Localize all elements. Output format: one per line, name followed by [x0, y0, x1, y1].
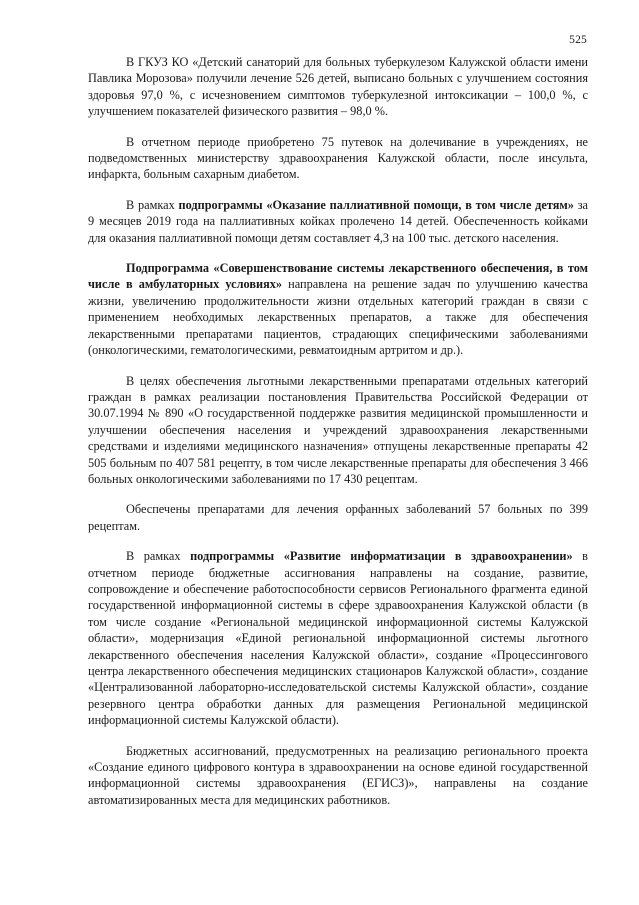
paragraph-drug-supply [88, 260, 588, 358]
paragraph-palliative-care [88, 197, 588, 246]
subprogram-title-drug-supply: Подпрограмма «Совершенствование системы лекарственного обеспечения, в том числе в амбулаторных условиях» [88, 261, 588, 292]
paragraph-lead: В рамках [126, 197, 179, 212]
paragraph-text: Обеспечены препаратами для лечения орфанных заболеваний 57 больных по 399 рецептам. [88, 502, 588, 533]
paragraph-preferential-drugs [88, 373, 588, 488]
paragraph-text: В отчетном периоде приобретено 75 путевок на долечивание в учреждениях, не подведомственных министерству здравоохранения Калужской области, после инсульта, инфаркта, больным сахарным диабетом. [88, 134, 588, 182]
paragraph-text: направлена на решение задач по улучшению качества жизни, увеличению продолжительности жизни отдельных категорий граждан в связи с применением необходимых лекарственных препаратов, а также для обеспечения лекарственными препаратами пациентов, страдающих специфическими заболеваниями (онкологическими, гематологическими, ревматоидным артритом и др.). [88, 277, 588, 358]
paragraph-sanatorium [88, 54, 588, 120]
document-body [88, 54, 588, 822]
subprogram-title-informatization: подпрограммы «Развитие информатизации в здравоохранении» [190, 549, 573, 564]
page-number: 525 [569, 34, 587, 46]
paragraph-text: Бюджетных ассигнований, предусмотренных на реализацию регионального проекта «Создание единого цифрового контура в здравоохранении на основе единой государственной информационной системы здравоохранения (ЕГИСЗ)», направлены на создание автоматизированных места для медицинских работников. [88, 743, 588, 807]
paragraph-vouchers [88, 134, 588, 183]
paragraph-text: В ГКУЗ КО «Детский санаторий для больных туберкулезом Калужской области имени Павлика Морозова» получили лечение 526 детей, выписано больных с улучшением состояния здоровья 97,0 %, с исчезновением симптомов туберкулезной интоксикации – 100,0 %, с улучшением показателей физического развития – 98,0 %. [88, 55, 588, 119]
paragraph-informatization [88, 548, 588, 728]
paragraph-text: В целях обеспечения льготными лекарственными препаратами отдельных категорий граждан в рамках реализации постановления Правительства Российской Федерации от 30.07.1994 № 890 «О государственной поддержке развития медицинской промышленности и улучшении обеспечения населения и учреждений здравоохранения лекарственными средствами и изделиями медицинского назначения» отпущены лекарственные препараты 42 505 больным по 407 581 рецепту, в том числе лекарственные препараты для обеспечения 3 466 больных онкологическими заболеваниями по 17 430 рецептам. [88, 373, 588, 486]
subprogram-title-palliative: подпрограммы «Оказание паллиативной помощи, в том числе детям» [178, 197, 574, 212]
paragraph-text: в отчетном периоде бюджетные ассигнования направлены на создание, развитие, сопровождение и обеспечение работоспособности сервисов Регионального фрагмента единой государственной информационной системы в сфере здравоохранения Калужской области (в том числе создание «Региональной медицинской информационной системы Калужской области», модернизация «Единой региональной информационной системы льготного лекарственного обеспечения населения Калужской области», создание «Процессингового центра лекарственного обеспечения медицинских стационаров Калужской области», создание «Централизованной лабораторно-исследовательской системы Калужской области», создание резервного центра обработки данных для размещения Региональной медицинской информационной системы Калужской области). [88, 549, 588, 728]
paragraph-lead: В рамках [126, 549, 191, 564]
paragraph-digital-circuit [88, 743, 588, 809]
paragraph-orphan-diseases [88, 501, 588, 534]
paragraph-text: за 9 месяцев 2019 года на паллиативных койках пролечено 14 детей. Обеспеченность койками для оказания паллиативной помощи детям составляет 4,3 на 100 тыс. детского населения. [88, 197, 589, 245]
